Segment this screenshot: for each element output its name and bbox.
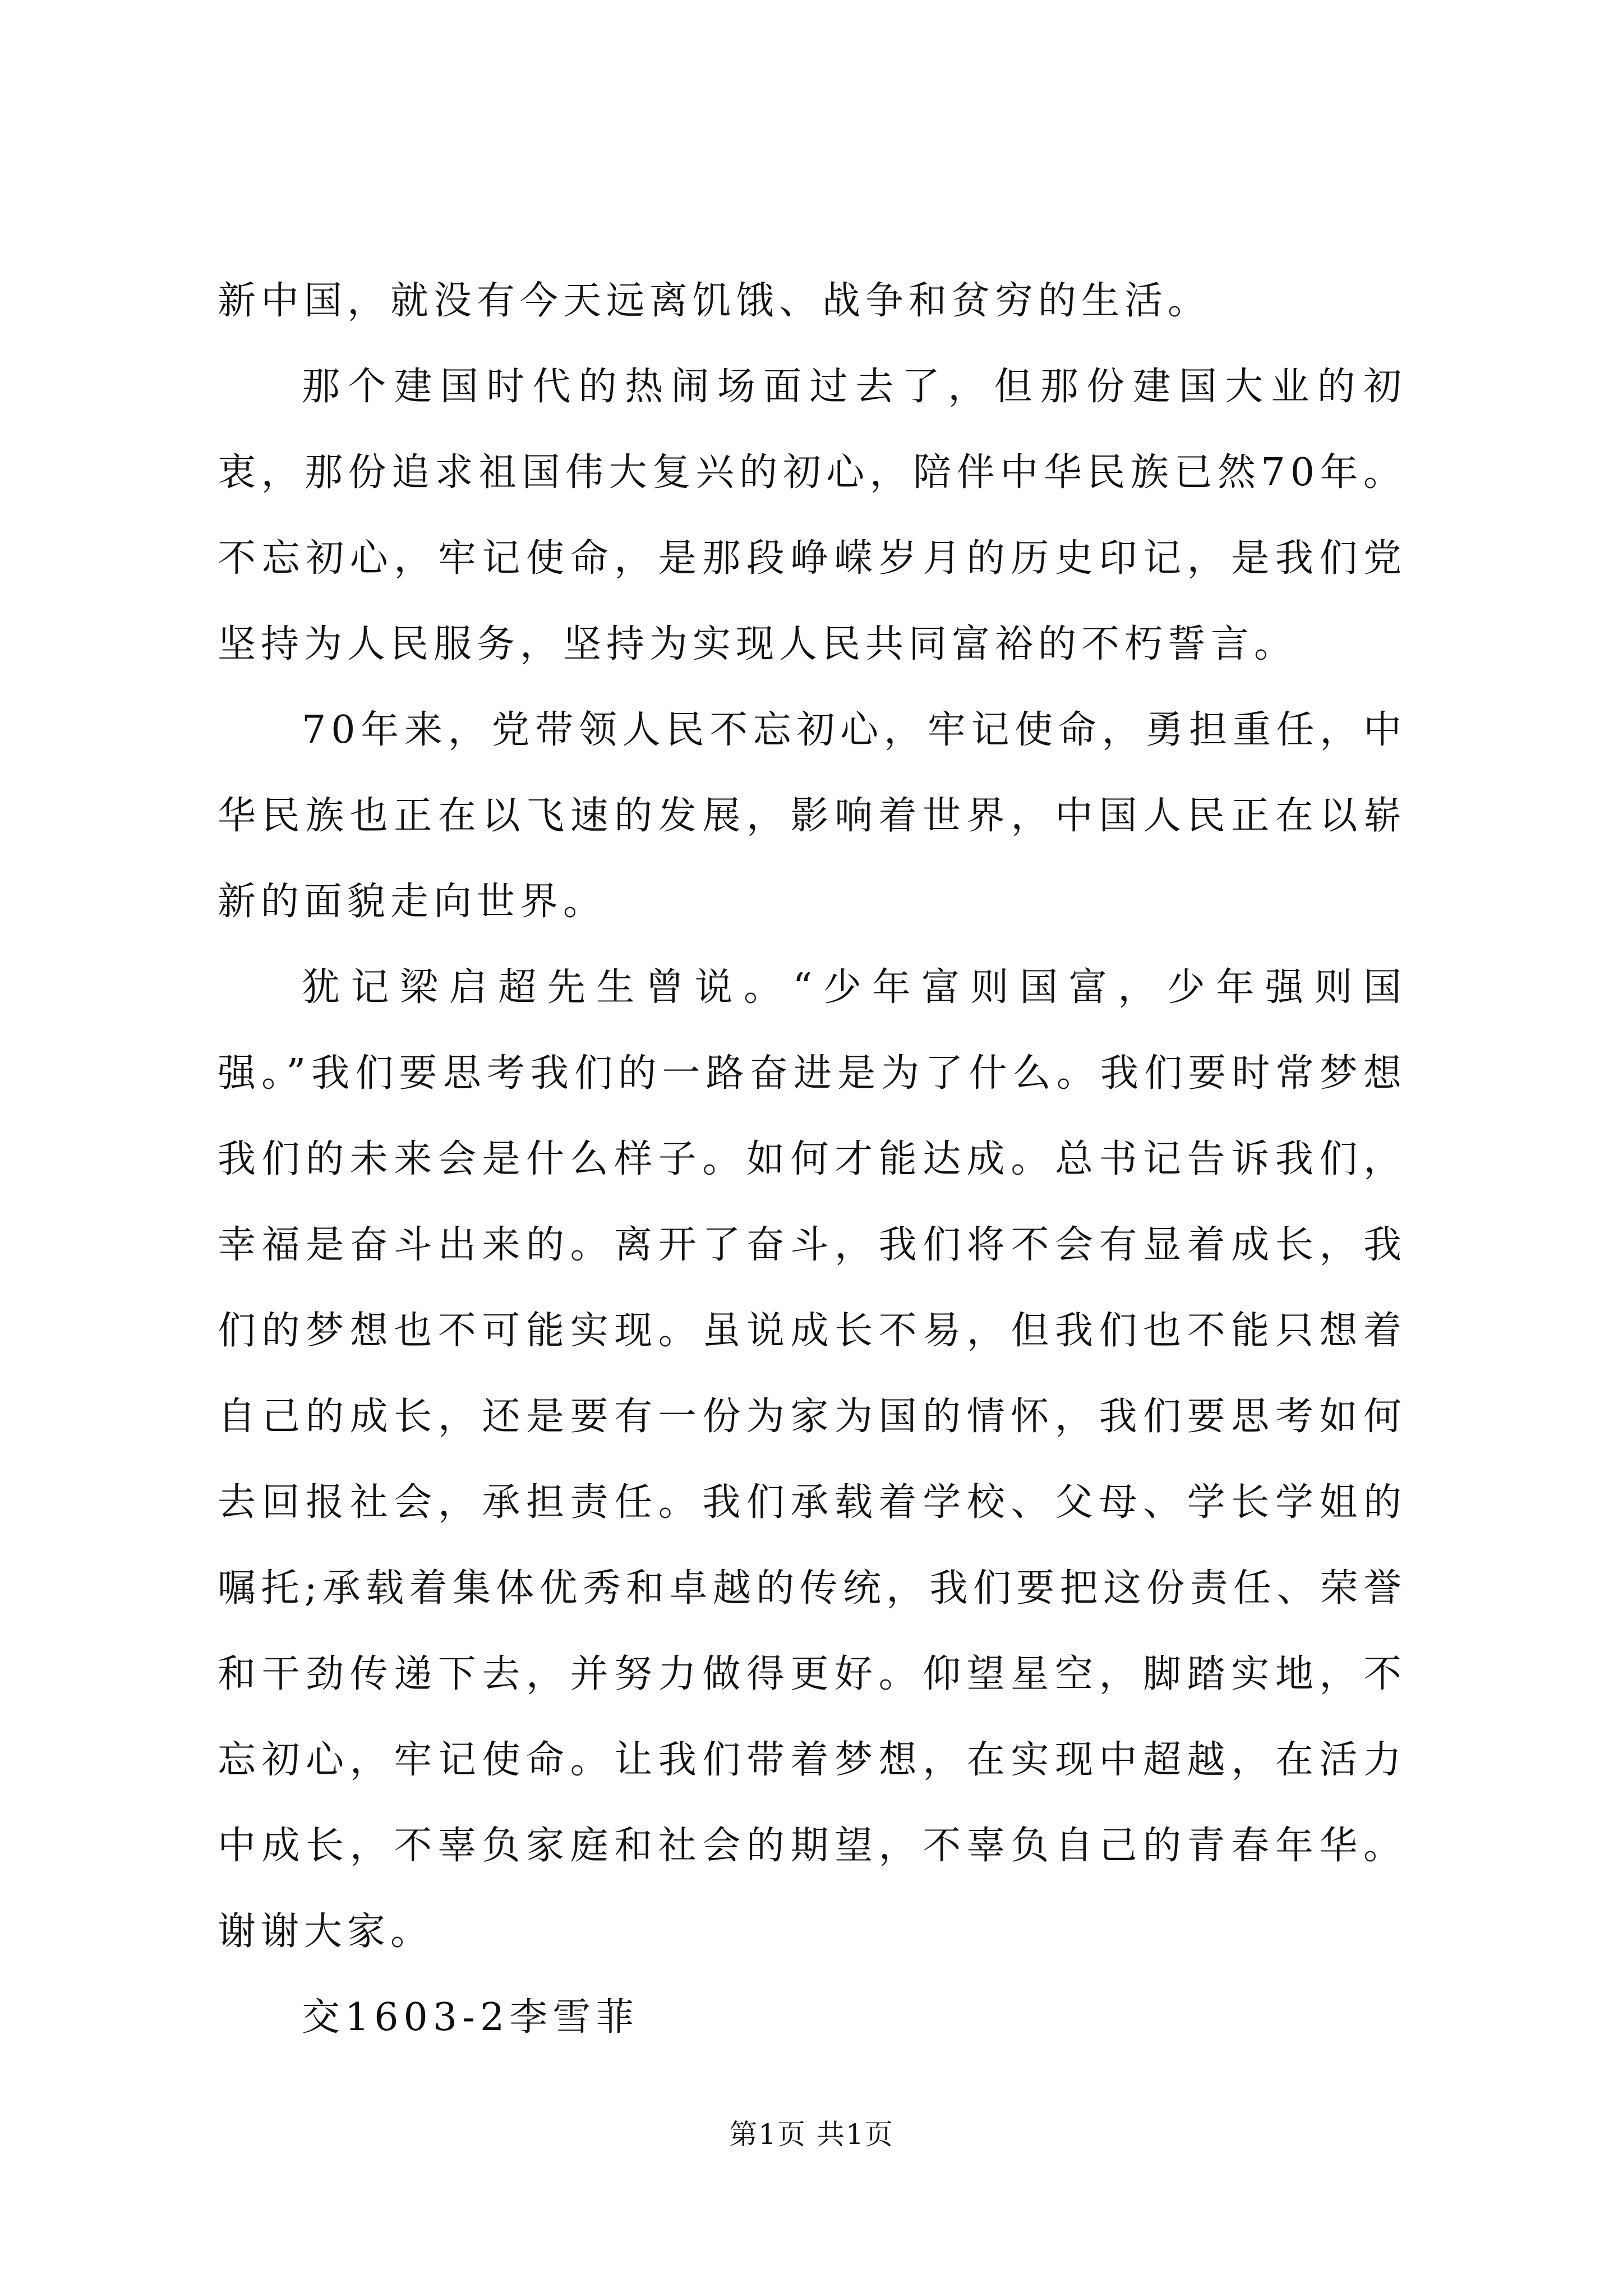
paragraph-continuation: 新中国，就没有今天远离饥饿、战争和贫穷的生活。 [218,279,1211,323]
author-signature: 交1603-2李雪菲 [302,1995,639,2040]
page-number-footer: 第1页 共1页 [729,2118,894,2151]
paragraph-founding-era: 那个建国时代的热闹场面过去了，但那份建国大业的初衷，那份追求祖国伟大复兴的初心，陪伴中华民族已然70年。不忘初心，牢记使命，是那段峥嵘岁月的历史印记，是我们党坚持为人民服务，坚持为实现人民共同富裕的不朽誓言。 [218,365,1407,666]
paragraph-liang-qichao: 犹记梁启超先生曾说。“少年富则国富，少年强则国强。”我们要思考我们的一路奋进是为了什么。我们要时常梦想我们的未来会是什么样子。如何才能达成。总书记告诉我们，幸福是奋斗出来的。离开了奋斗，我们将不会有显着成长，我们的梦想也不可能实现。虽说成长不易，但我们也不能只想着自己的成长，还是要有一份为家为国的情怀，我们要思考如何去回报社会，承担责任。我们承载着学校、父母、学长学姐的嘱托;承载着集体优秀和卓越的传统，我们要把这份责任、荣誉和干劲传递下去，并努力做得更好。仰望星空，脚踏实地，不忘初心，牢记使命。让我们带着梦想，在实现中超越，在活力中成长，不辜负家庭和社会的期望，不辜负自己的青春年华。谢谢大家。 [218,965,1407,1954]
document-body [218,258,1407,2060]
paragraph-seventy-years: 70年来，党带领人民不忘初心，牢记使命，勇担重任，中华民族也正在以飞速的发展，影响着世界，中国人民正在以崭新的面貌走向世界。 [218,708,1407,924]
